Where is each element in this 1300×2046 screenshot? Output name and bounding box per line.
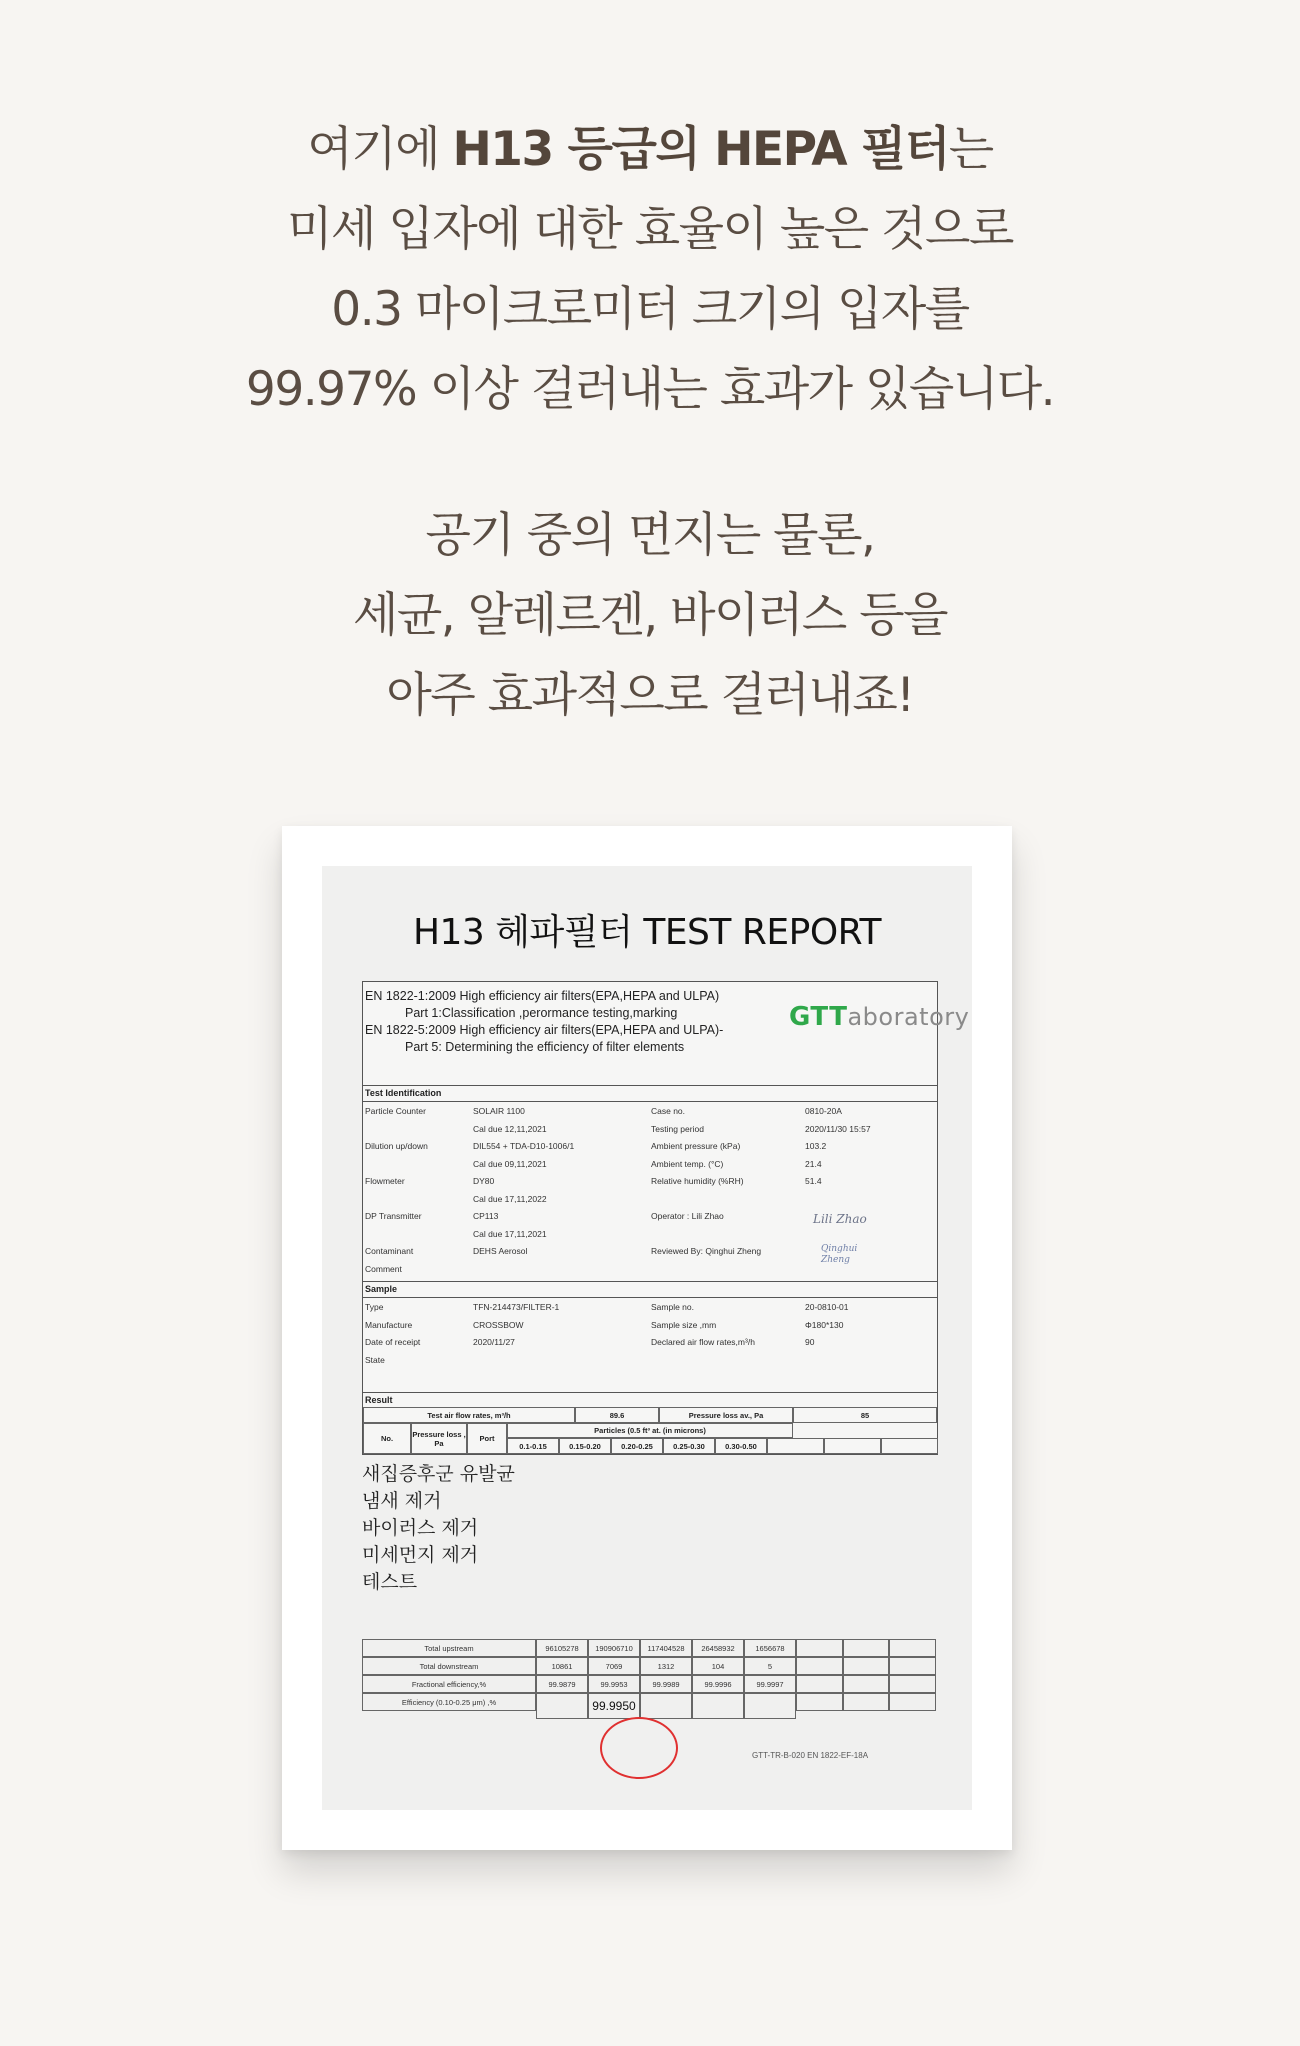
sample-row [363,1355,937,1369]
standard-header: EN 1822-1:2009 High efficiency air filters(EPA,HEPA and ULPA) Part 1:Classification ,perormance testing,marking EN 1822-5:2009 High efficiency air filters(EPA,HEPA and ULPA)- Part 5: Determining the efficiency of filter elements [365,989,724,1054]
summary-value: 1312 [640,1657,692,1675]
report-footnote: GTT-TR-B-020 EN 1822-EF-18A [752,1751,869,1760]
ident-cell: 0810-20A [805,1106,842,1116]
summary-value: 99.9989 [640,1675,692,1693]
test-report-document [362,981,970,1455]
ident-cell: Dilution up/down [365,1141,428,1151]
ident-row [363,1194,937,1208]
ident-cell: Case no. [651,1106,686,1116]
report-title: H13 헤파필터 TEST REPORT [412,912,882,953]
airflow-label: Test air flow rates, m³/h [363,1407,575,1423]
ident-cell: Cal due 17,11,2021 [473,1228,547,1239]
col-port: Port [467,1423,507,1454]
ident-cell: Contaminant [365,1246,414,1256]
overlay-line: 냄새 제거 [362,1490,442,1512]
col-particles: Particles (0.5 ft³ at. (in microns) [507,1423,793,1438]
overlay-line: 미세먼지 제거 [362,1544,479,1566]
intro-line-2: 미세 입자에 대한 효율이 높은 것으로 [287,202,1013,257]
ident-row [363,1106,937,1120]
ident-cell: Ambient pressure (kPa) [651,1141,741,1151]
summary-value: 26458932 [692,1639,744,1657]
ident-cell: Testing period [651,1123,704,1134]
ident-cell: Cal due 09,11,2021 [473,1158,547,1169]
summary-empty-cell [889,1675,936,1693]
summary-empty-cell [796,1639,843,1657]
empty-range-cell [767,1438,824,1454]
ident-row [363,1176,937,1190]
highlight-circle [600,1717,678,1779]
ident-cell: DEHS Aerosol [473,1246,528,1256]
ident-cell: Relative humidity (%RH) [651,1176,744,1186]
ident-cell: 21.4 [805,1158,822,1169]
sample-cell: Manufacture [365,1319,413,1330]
section-result: Result [365,1395,393,1405]
col-pressure-loss: Pressure loss , Pa [411,1423,467,1454]
particle-range-cell: 0.15-0.20 [559,1438,611,1454]
summary-value: 99.9997 [744,1675,796,1693]
summary-empty-cell [843,1639,890,1657]
summary-value: 5 [744,1657,796,1675]
summary-value [744,1693,796,1719]
intro-line-7: 아주 효과적으로 걸러내죠! [386,668,914,723]
summary-label: Efficiency (0.10-0.25 μm) ,% [362,1693,536,1711]
operator-signature: Lili Zhao [813,1212,867,1226]
col-no: No. [363,1423,411,1454]
summary-value [640,1693,692,1719]
ident-cell: CP113 [473,1211,499,1221]
section-sample: Sample [365,1284,398,1294]
ident-row [363,1229,937,1243]
sample-cell: 20-0810-01 [805,1302,849,1312]
summary-value: 190906710 [588,1639,640,1657]
summary-label: Total upstream [362,1639,536,1657]
intro-line-1: 여기에 H13 등급의 HEPA 필터는 [307,122,993,177]
ident-cell: 103.2 [805,1141,827,1151]
summary-empty-cell [796,1675,843,1693]
sample-cell: Type [365,1302,384,1312]
sample-row [363,1320,937,1334]
summary-empty-cell [889,1639,936,1657]
intro-text-block [0,110,1300,736]
test-items-overlay [362,1461,562,1596]
summary-value [692,1693,744,1719]
sample-cell: Date of receipt [365,1337,421,1347]
ident-cell: Reviewed By: Qinghui Zheng [651,1246,762,1256]
report-paper [322,866,972,1810]
sample-cell: CROSSBOW [473,1319,524,1330]
airflow-value: 89.6 [575,1407,659,1423]
efficiency-highlight-value: 99.9950 [588,1693,640,1719]
ident-cell: Particle Counter [365,1106,426,1116]
summary-value [536,1693,588,1719]
sample-cell: Sample no. [651,1302,694,1312]
summary-value: 104 [692,1657,744,1675]
section-test-identification: Test Identification [365,1088,442,1098]
sample-cell: Φ180*130 [805,1319,844,1330]
summary-value: 99.9953 [588,1675,640,1693]
intro-line-6: 세균, 알레르겐, 바이러스 등을 [352,588,948,643]
ident-cell: Ambient temp. (°C) [651,1158,724,1169]
particle-range-cell: 0.1-0.15 [507,1438,559,1454]
empty-range-cell [824,1438,881,1454]
summary-value: 7069 [588,1657,640,1675]
summary-empty-cell [843,1657,890,1675]
summary-empty-cell [796,1693,843,1711]
summary-label: Fractional efficiency,% [362,1675,536,1693]
efficiency-summary-table [362,1639,936,1719]
intro-line-4: 99.97% 이상 걸러내는 효과가 있습니다. [245,362,1055,417]
ident-row [363,1159,937,1173]
summary-label: Total downstream [362,1657,536,1675]
intro-line-5: 공기 중의 먼지는 물론, [425,508,875,563]
ident-cell: DIL554 + TDA-D10-1006/1 [473,1141,575,1151]
sample-row [363,1302,937,1316]
sample-cell: State [365,1354,385,1365]
summary-value: 96105278 [536,1639,588,1657]
sample-row [363,1337,937,1351]
ident-row [363,1141,937,1155]
sample-cell: TFN-214473/FILTER-1 [473,1302,560,1312]
sample-cell: Sample size ,mm [651,1319,717,1330]
summary-empty-cell [889,1693,936,1711]
particle-range-cell: 0.30-0.50 [715,1438,767,1454]
summary-empty-cell [843,1693,890,1711]
ident-row [363,1124,937,1138]
empty-range-cell [881,1438,938,1454]
particle-range-cell: 0.20-0.25 [611,1438,663,1454]
ident-cell: Operator : Lili Zhao [651,1211,724,1221]
ident-cell: DP Transmitter [365,1211,422,1221]
pressure-label: Pressure loss av., Pa [659,1407,793,1423]
ident-cell: Cal due 17,11,2022 [473,1193,547,1204]
ident-cell: 2020/11/30 15:57 [805,1123,871,1134]
summary-value: 117404528 [640,1639,692,1657]
ident-cell: Comment [365,1263,402,1274]
pressure-value: 85 [793,1407,937,1423]
ident-cell: 51.4 [805,1176,822,1186]
intro-line-3: 0.3 마이크로미터 크기의 입자를 [331,282,969,337]
overlay-line: 새집증후군 유발균 [362,1463,515,1485]
intro-highlight: H13 등급의 HEPA 필터 [452,122,949,177]
overlay-line: 바이러스 제거 [362,1517,479,1539]
ident-cell: Flowmeter [365,1176,405,1186]
summary-value: 99.9996 [692,1675,744,1693]
particle-range-cell: 0.25-0.30 [663,1438,715,1454]
overlay-line: 테스트 [362,1571,418,1593]
sample-cell: 90 [805,1337,815,1347]
ident-cell: Cal due 12,11,2021 [473,1123,547,1134]
sample-cell: 2020/11/27 [473,1337,515,1347]
laboratory-logo: GTTaboratory [789,1002,970,1032]
summary-empty-cell [889,1657,936,1675]
summary-empty-cell [843,1675,890,1693]
ident-cell: DY80 [473,1176,495,1186]
summary-empty-cell [796,1657,843,1675]
summary-value: 99.9879 [536,1675,588,1693]
sample-cell: Declared air flow rates,m³/h [651,1337,755,1347]
report-image-frame [282,826,1012,1850]
ident-cell: SOLAIR 1100 [473,1106,525,1116]
reviewer-signature: Qinghui Zheng [821,1244,858,1265]
summary-value: 1656678 [744,1639,796,1657]
summary-value: 10861 [536,1657,588,1675]
